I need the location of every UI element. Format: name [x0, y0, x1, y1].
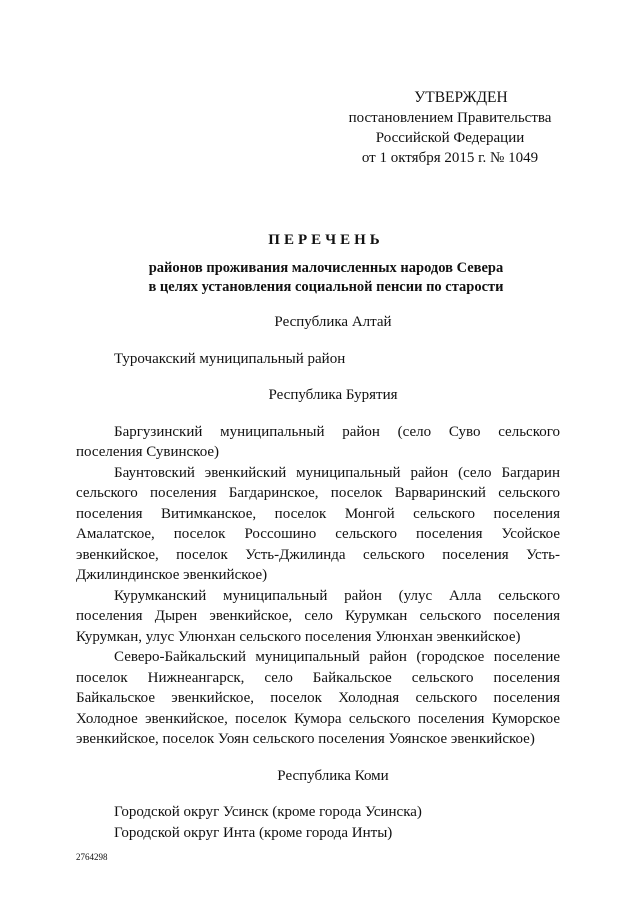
district-item: Турочакский муниципальный район	[114, 350, 346, 367]
region-heading-komi: Республика Коми	[277, 767, 389, 784]
document-title: ПЕРЕЧЕНЬ	[268, 232, 384, 248]
district-item: Городской округ Усинск (кроме города Усинска)	[114, 804, 422, 820]
document-subtitle	[0, 259, 640, 297]
approval-line-3: от 1 октября 2015 г. № 1049	[361, 150, 539, 166]
approved-label: УТВЕРЖДЕН	[414, 89, 508, 106]
district-item: Курумканский муниципальный район (улус Алла сельского поселения Дырен эвенкийское, село Курумкан сельского поселения Курумкан, улус Улюнхан сельского поселения Улюнхан эвенкийское)	[76, 587, 560, 645]
subtitle-line-2: в целях установления социальной пенсии по старости	[148, 279, 504, 295]
district-item: Северо-Байкальский муниципальный район (городское поселение поселок Нижнеангарск, село Байкальское сельского поселения Байкальское эвенкийское, поселок Холодная сельского поселения Холодное эвенкийское, поселок Кумора сельского поселения Куморское эвенкийское, поселок Уоян сельского поселения Уоянское эвенкийское)	[76, 649, 560, 747]
approval-line-1: постановлением Правительства	[348, 110, 552, 126]
title-block	[0, 232, 640, 297]
region-heading-buryatia: Республика Бурятия	[268, 387, 398, 403]
district-item: Городской округ Инта (кроме города Инты)	[114, 824, 393, 841]
document-body	[76, 312, 560, 843]
district-item: Баргузинский муниципальный район (село Суво сельского поселения Сувинское)	[76, 423, 560, 460]
subtitle-line-1: районов проживания малочисленных народов Севера	[148, 260, 504, 276]
district-item: Баунтовский эвенкийский муниципальный район (село Багдарин сельского поселения Багдаринское, поселок Варваринский сельского поселения Витимканское, поселок Монгой сельского поселения Амалатское, поселок Россошино сельского поселения Усойское эвенкийское, поселок Усть-Джилинда сельского поселения Усть-Джилиндинское эвенкийское)	[76, 464, 560, 583]
approval-stamp	[330, 88, 570, 168]
document-id: 2764298	[76, 852, 108, 862]
approval-line-2: Российской Федерации	[375, 130, 525, 146]
region-heading-altai: Республика Алтай	[274, 314, 392, 330]
